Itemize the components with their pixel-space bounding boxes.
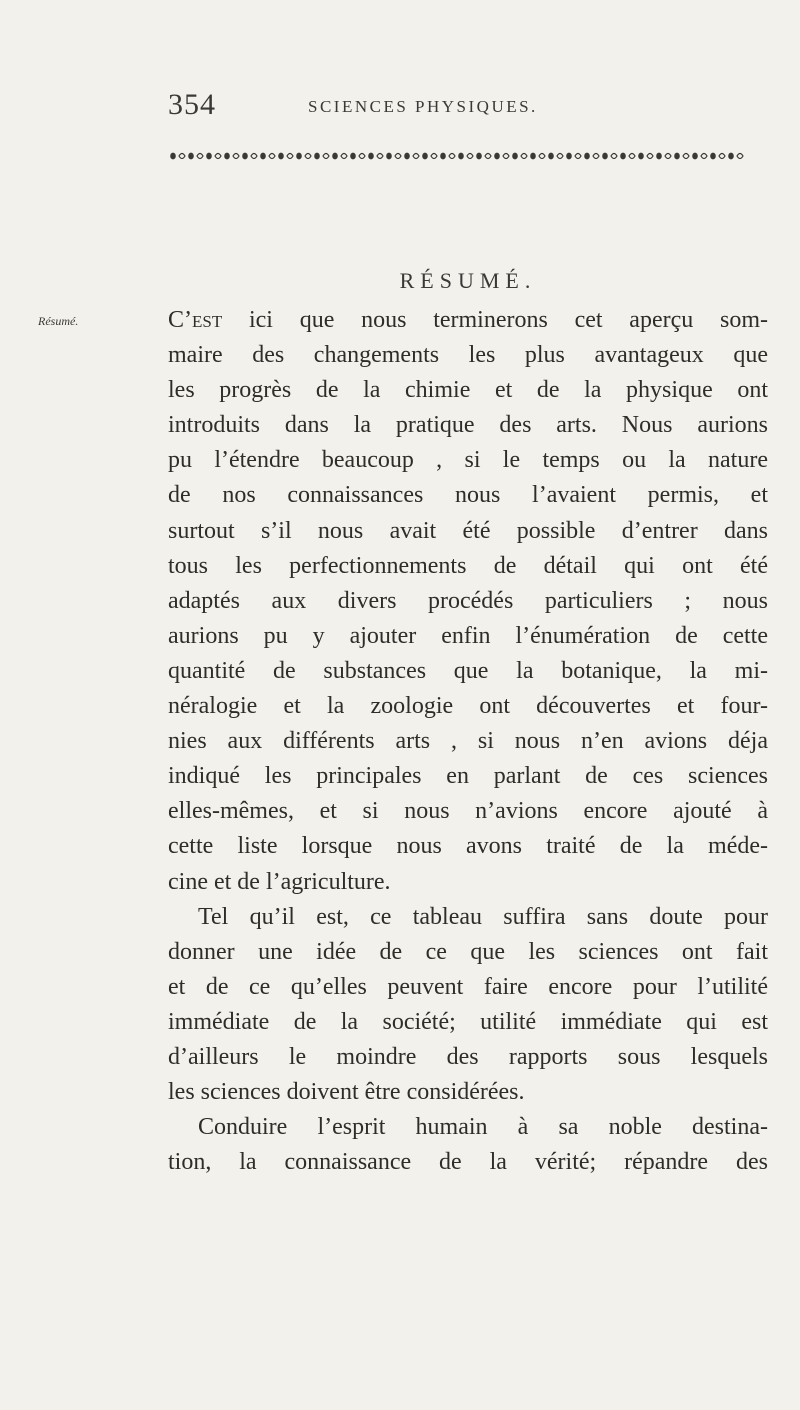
ornament-dot xyxy=(170,153,176,160)
ornament-dot xyxy=(710,153,716,160)
ornament-loop xyxy=(179,154,185,159)
page-header xyxy=(168,88,768,138)
ornament-dot xyxy=(188,153,194,160)
text-line: elles-mêmes, et si nous n’avions encore ajouté à xyxy=(168,798,768,825)
ornament-dot xyxy=(566,153,572,160)
text-line: nies aux différents arts , si nous n’en avions déja xyxy=(168,728,768,755)
ornament-loop xyxy=(269,154,275,159)
ornament-dot xyxy=(278,153,284,160)
text-line: donner une idée de ce que les sciences ont fait xyxy=(168,938,768,965)
text-line: adaptés aux divers procédés particuliers ; nous xyxy=(168,587,768,614)
ornament-loop xyxy=(341,154,347,159)
ornament-dot xyxy=(548,153,554,160)
text-line: cine et de l’agriculture. xyxy=(168,868,391,895)
lead-word: C’est xyxy=(168,307,223,333)
ornament-loop xyxy=(647,154,653,159)
text-line: maire des changements les plus avantageux que xyxy=(168,342,768,369)
ornament-loop xyxy=(485,154,491,159)
text-line: immédiate de la société; utilité immédiate qui est xyxy=(168,1008,768,1035)
ornament-loop xyxy=(377,154,383,159)
text-line: quantité de substances que la botanique, la mi- xyxy=(168,657,768,684)
text-line: Tel qu’il est, ce tableau suffira sans doute pour xyxy=(198,903,768,930)
ornament-dot xyxy=(584,153,590,160)
ornament-loop xyxy=(359,154,365,159)
text-line: indiqué les principales en parlant de ces sciences xyxy=(168,763,768,790)
ornament-dot xyxy=(692,153,698,160)
ornament-loop xyxy=(503,154,509,159)
text-line: les progrès de la chimie et de la physique ont xyxy=(168,377,768,404)
ornament-loop xyxy=(737,154,743,159)
ornament-dot xyxy=(638,153,644,160)
ornament-dot xyxy=(458,153,464,160)
ornament-loop xyxy=(575,154,581,159)
ornament-dot xyxy=(332,153,338,160)
ornament-dot xyxy=(602,153,608,160)
section-title: RÉSUMÉ. xyxy=(399,268,537,293)
ornament-dot xyxy=(512,153,518,160)
ornament-dot xyxy=(224,153,230,160)
ornament-loop xyxy=(323,154,329,159)
ornament-loop xyxy=(611,154,617,159)
text-line: pu l’étendre beaucoup , si le temps ou la nature xyxy=(168,447,768,474)
ornament-loop xyxy=(449,154,455,159)
ornament-dot xyxy=(368,153,374,160)
ornament-dot xyxy=(494,153,500,160)
margin-note: Résumé. xyxy=(38,314,79,328)
body-text xyxy=(168,303,768,1180)
ornament-loop xyxy=(593,154,599,159)
ornament-loop xyxy=(197,154,203,159)
ornament-dot xyxy=(314,153,320,160)
ornament-loop xyxy=(629,154,635,159)
text-line: surtout s’il nous avait été possible d’entrer dans xyxy=(168,517,768,544)
text-line: aurions pu y ajouter enfin l’énumération de cette xyxy=(168,622,768,649)
ornament-loop xyxy=(665,154,671,159)
ornament-dot xyxy=(206,153,212,160)
ornament-loop xyxy=(467,154,473,159)
ornament-dot xyxy=(350,153,356,160)
text-line: cette liste lorsque nous avons traité de la méde- xyxy=(168,833,768,860)
ornament-dot xyxy=(404,153,410,160)
ornament-dot xyxy=(296,153,302,160)
ornament-loop xyxy=(539,154,545,159)
text-line: les sciences doivent être considérées. xyxy=(168,1079,525,1106)
text-line: néralogie et la zoologie ont découvertes et four- xyxy=(168,693,768,720)
ornament-dot xyxy=(440,153,446,160)
ornament-loop xyxy=(305,154,311,159)
text-line: de nos connaissances nous l’avaient permis, et xyxy=(168,482,768,509)
text-line: C’est ici que nous terminerons cet aperçu som- xyxy=(168,307,768,333)
ornament-dot xyxy=(674,153,680,160)
ornament-dot xyxy=(656,153,662,160)
ornament-dot xyxy=(620,153,626,160)
ornament-loop xyxy=(395,154,401,159)
text-line: introduits dans la pratique des arts. Nous aurions xyxy=(168,412,768,439)
text-line: d’ailleurs le moindre des rapports sous lesquels xyxy=(168,1043,768,1070)
ornament-dot xyxy=(422,153,428,160)
ornament-dot xyxy=(476,153,482,160)
ornament-dot xyxy=(242,153,248,160)
ornament-loop xyxy=(233,154,239,159)
page-number: 354 xyxy=(168,88,216,121)
ornament-dot xyxy=(386,153,392,160)
ornament-loop xyxy=(413,154,419,159)
ornament-loop xyxy=(557,154,563,159)
ornament-loop xyxy=(287,154,293,159)
ornament-dot xyxy=(728,153,734,160)
running-head: SCIENCES PHYSIQUES. xyxy=(308,97,538,116)
ornament-loop xyxy=(215,154,221,159)
text-line: Conduire l’esprit humain à sa noble destina- xyxy=(198,1114,768,1141)
ornament-dot xyxy=(260,153,266,160)
ornament-loop xyxy=(431,154,437,159)
ornament-loop xyxy=(701,154,707,159)
ornament-loop xyxy=(521,154,527,159)
text-line: tion, la connaissance de la vérité; répandre des xyxy=(168,1149,768,1176)
ornament-loop xyxy=(251,154,257,159)
ornament-dot xyxy=(530,153,536,160)
ornament-loop xyxy=(683,154,689,159)
ornament-loop xyxy=(719,154,725,159)
decorative-rule-ornament xyxy=(170,150,748,162)
text-line: et de ce qu’elles peuvent faire encore pour l’utilité xyxy=(168,973,768,1000)
text-line: tous les perfectionnements de détail qui ont été xyxy=(168,552,768,579)
